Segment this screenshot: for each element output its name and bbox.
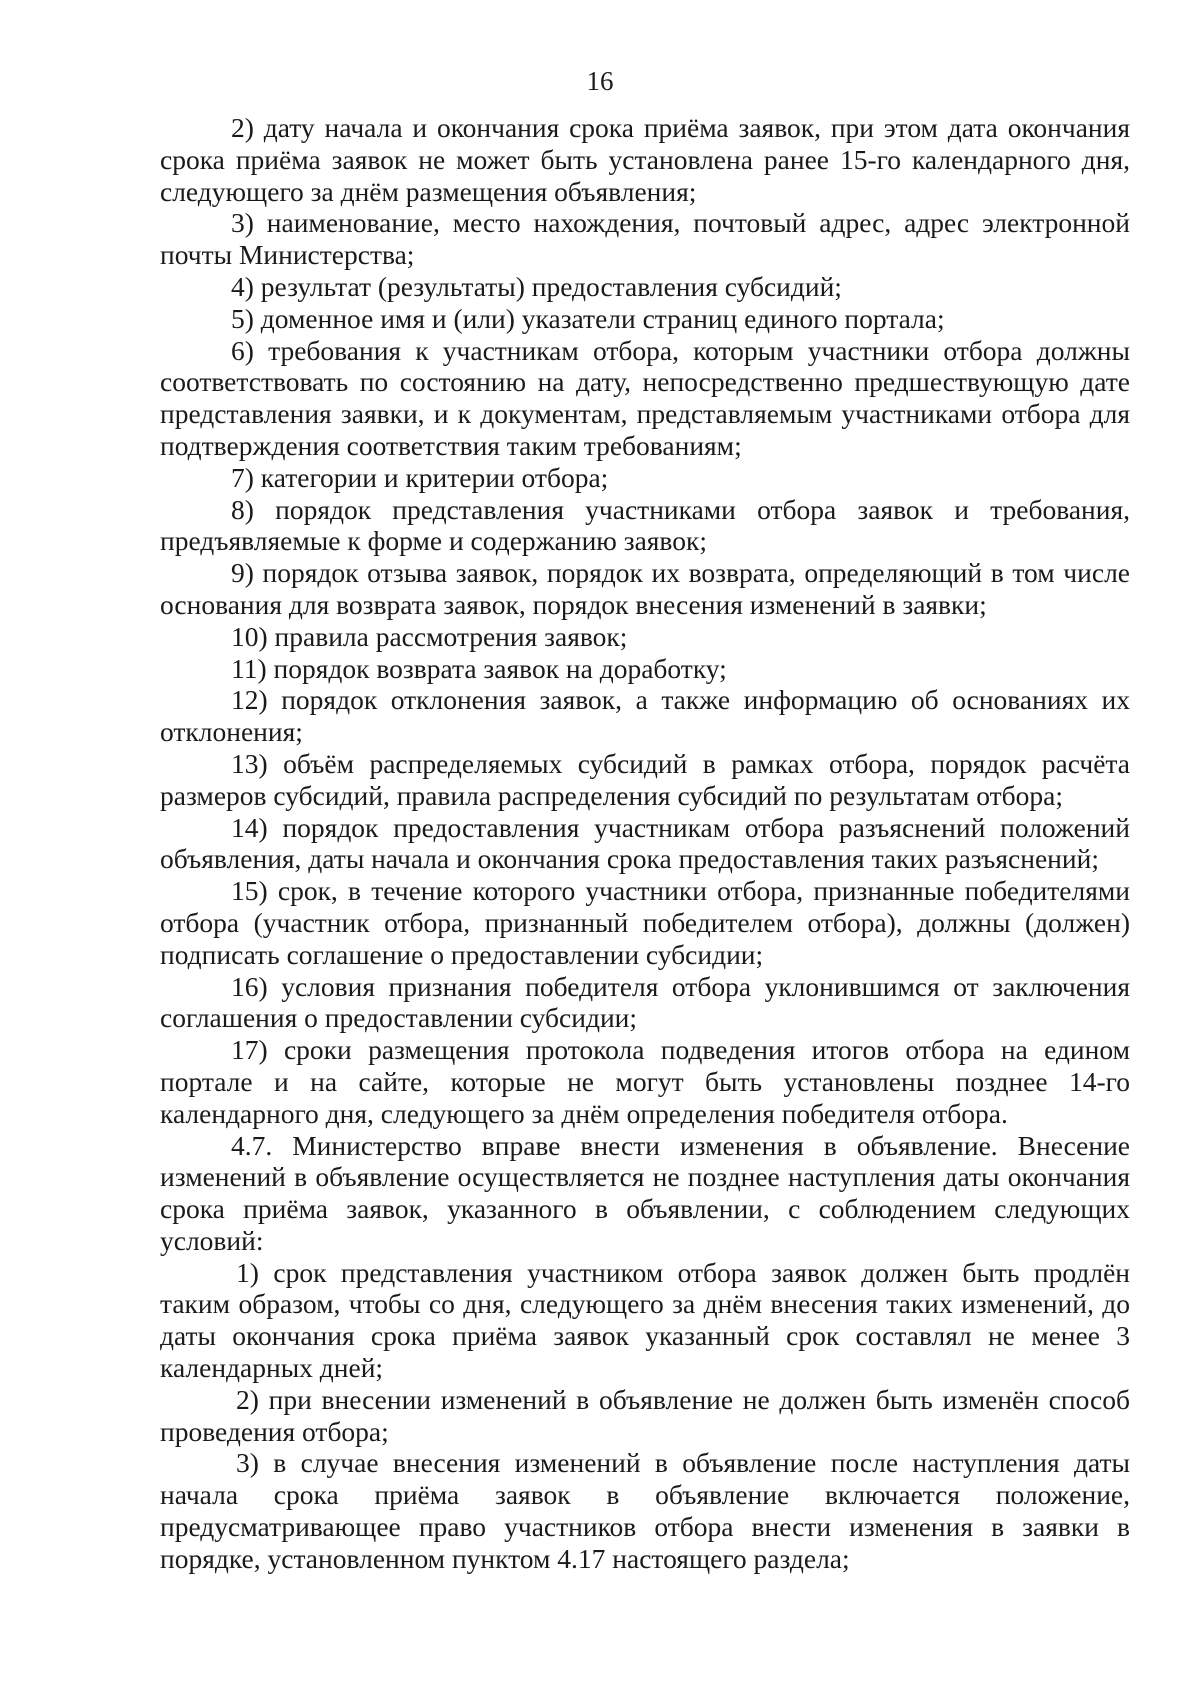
- paragraph-item-2: 2) дату начала и окончания срока приёма заявок, при этом дата окончания срока приёма заявок не может быть установлена ранее 15-го календарного дня, следующего за днём размещения объявления;: [160, 112, 1130, 207]
- paragraph-item-15: 15) срок, в течение которого участники отбора, признанные победителями отбора (участник отбора, признанный победителем отбора), должны (должен) подписать соглашение о предоставлении субсидии;: [160, 875, 1130, 970]
- condition-item-2: 2) при внесении изменений в объявление не должен быть изменён способ проведения отбора;: [160, 1383, 1130, 1447]
- document-body: [160, 112, 1130, 1575]
- section-4-7-paragraph: 4.7. Министерство вправе внести изменения в объявление. Внесение изменений в объявление осуществляется не позднее наступления даты окончания срока приёма заявок, указанного в объявлении, с соблюдением следующих условий:: [160, 1129, 1130, 1256]
- paragraph-item-5: 5) доменное имя и (или) указатели страниц единого портала;: [231, 302, 945, 334]
- paragraph-item-7: 7) категории и критерии отбора;: [231, 461, 609, 493]
- paragraph-item-14: 14) порядок предоставления участникам отбора разъяснений положений объявления, даты начала и окончания срока предоставления таких разъяснений;: [160, 811, 1130, 875]
- page-number: 16: [586, 66, 614, 96]
- paragraph-item-16: 16) условия признания победителя отбора уклонившимся от заключения соглашения о предоставлении субсидии;: [160, 970, 1130, 1034]
- paragraph-item-8: 8) порядок представления участниками отбора заявок и требования, предъявляемые к форме и содержанию заявок;: [160, 493, 1130, 557]
- paragraph-item-12: 12) порядок отклонения заявок, а также информацию об основаниях их отклонения;: [160, 684, 1130, 748]
- paragraph-item-10: 10) правила рассмотрения заявок;: [231, 620, 628, 652]
- paragraph-item-4: 4) результат (результаты) предоставления субсидий;: [231, 270, 842, 302]
- paragraph-item-17: 17) сроки размещения протокола подведения итогов отбора на едином портале и на сайте, которые не могут быть установлены позднее 14-го календарного дня, следующего за днём определения победителя отбора.: [160, 1034, 1130, 1129]
- paragraph-item-9: 9) порядок отзыва заявок, порядок их возврата, определяющий в том числе основания для возврата заявок, порядок внесения изменений в заявки;: [160, 557, 1130, 620]
- paragraph-item-13: 13) объём распределяемых субсидий в рамках отбора, порядок расчёта размеров субсидий, правила распределения субсидий по результатам отбора;: [160, 747, 1130, 811]
- paragraph-item-6: 6) требования к участникам отбора, которым участники отбора должны соответствовать по состоянию на дату, непосредственно предшествующую дате представления заявки, и к документам, представляемым участниками отбора для подтверждения соответствия таким требованиям;: [160, 334, 1130, 461]
- paragraph-item-11: 11) порядок возврата заявок на доработку;: [231, 652, 727, 684]
- condition-item-1: 1) срок представления участником отбора заявок должен быть продлён таким образом, чтобы со дня, следующего за днём внесения таких изменений, до даты окончания срока приёма заявок указанный срок составлял не менее 3 календарных дней;: [160, 1256, 1130, 1384]
- paragraph-item-3: 3) наименование, место нахождения, почтовый адрес, адрес электронной почты Министерства;: [160, 207, 1130, 271]
- condition-item-3: 3) в случае внесения изменений в объявление после наступления даты начала срока приёма заявок в объявление включается положение, предусматривающее право участников отбора внести изменения в заявки в порядке, установленном пунктом 4.17 настоящего раздела;: [160, 1447, 1130, 1574]
